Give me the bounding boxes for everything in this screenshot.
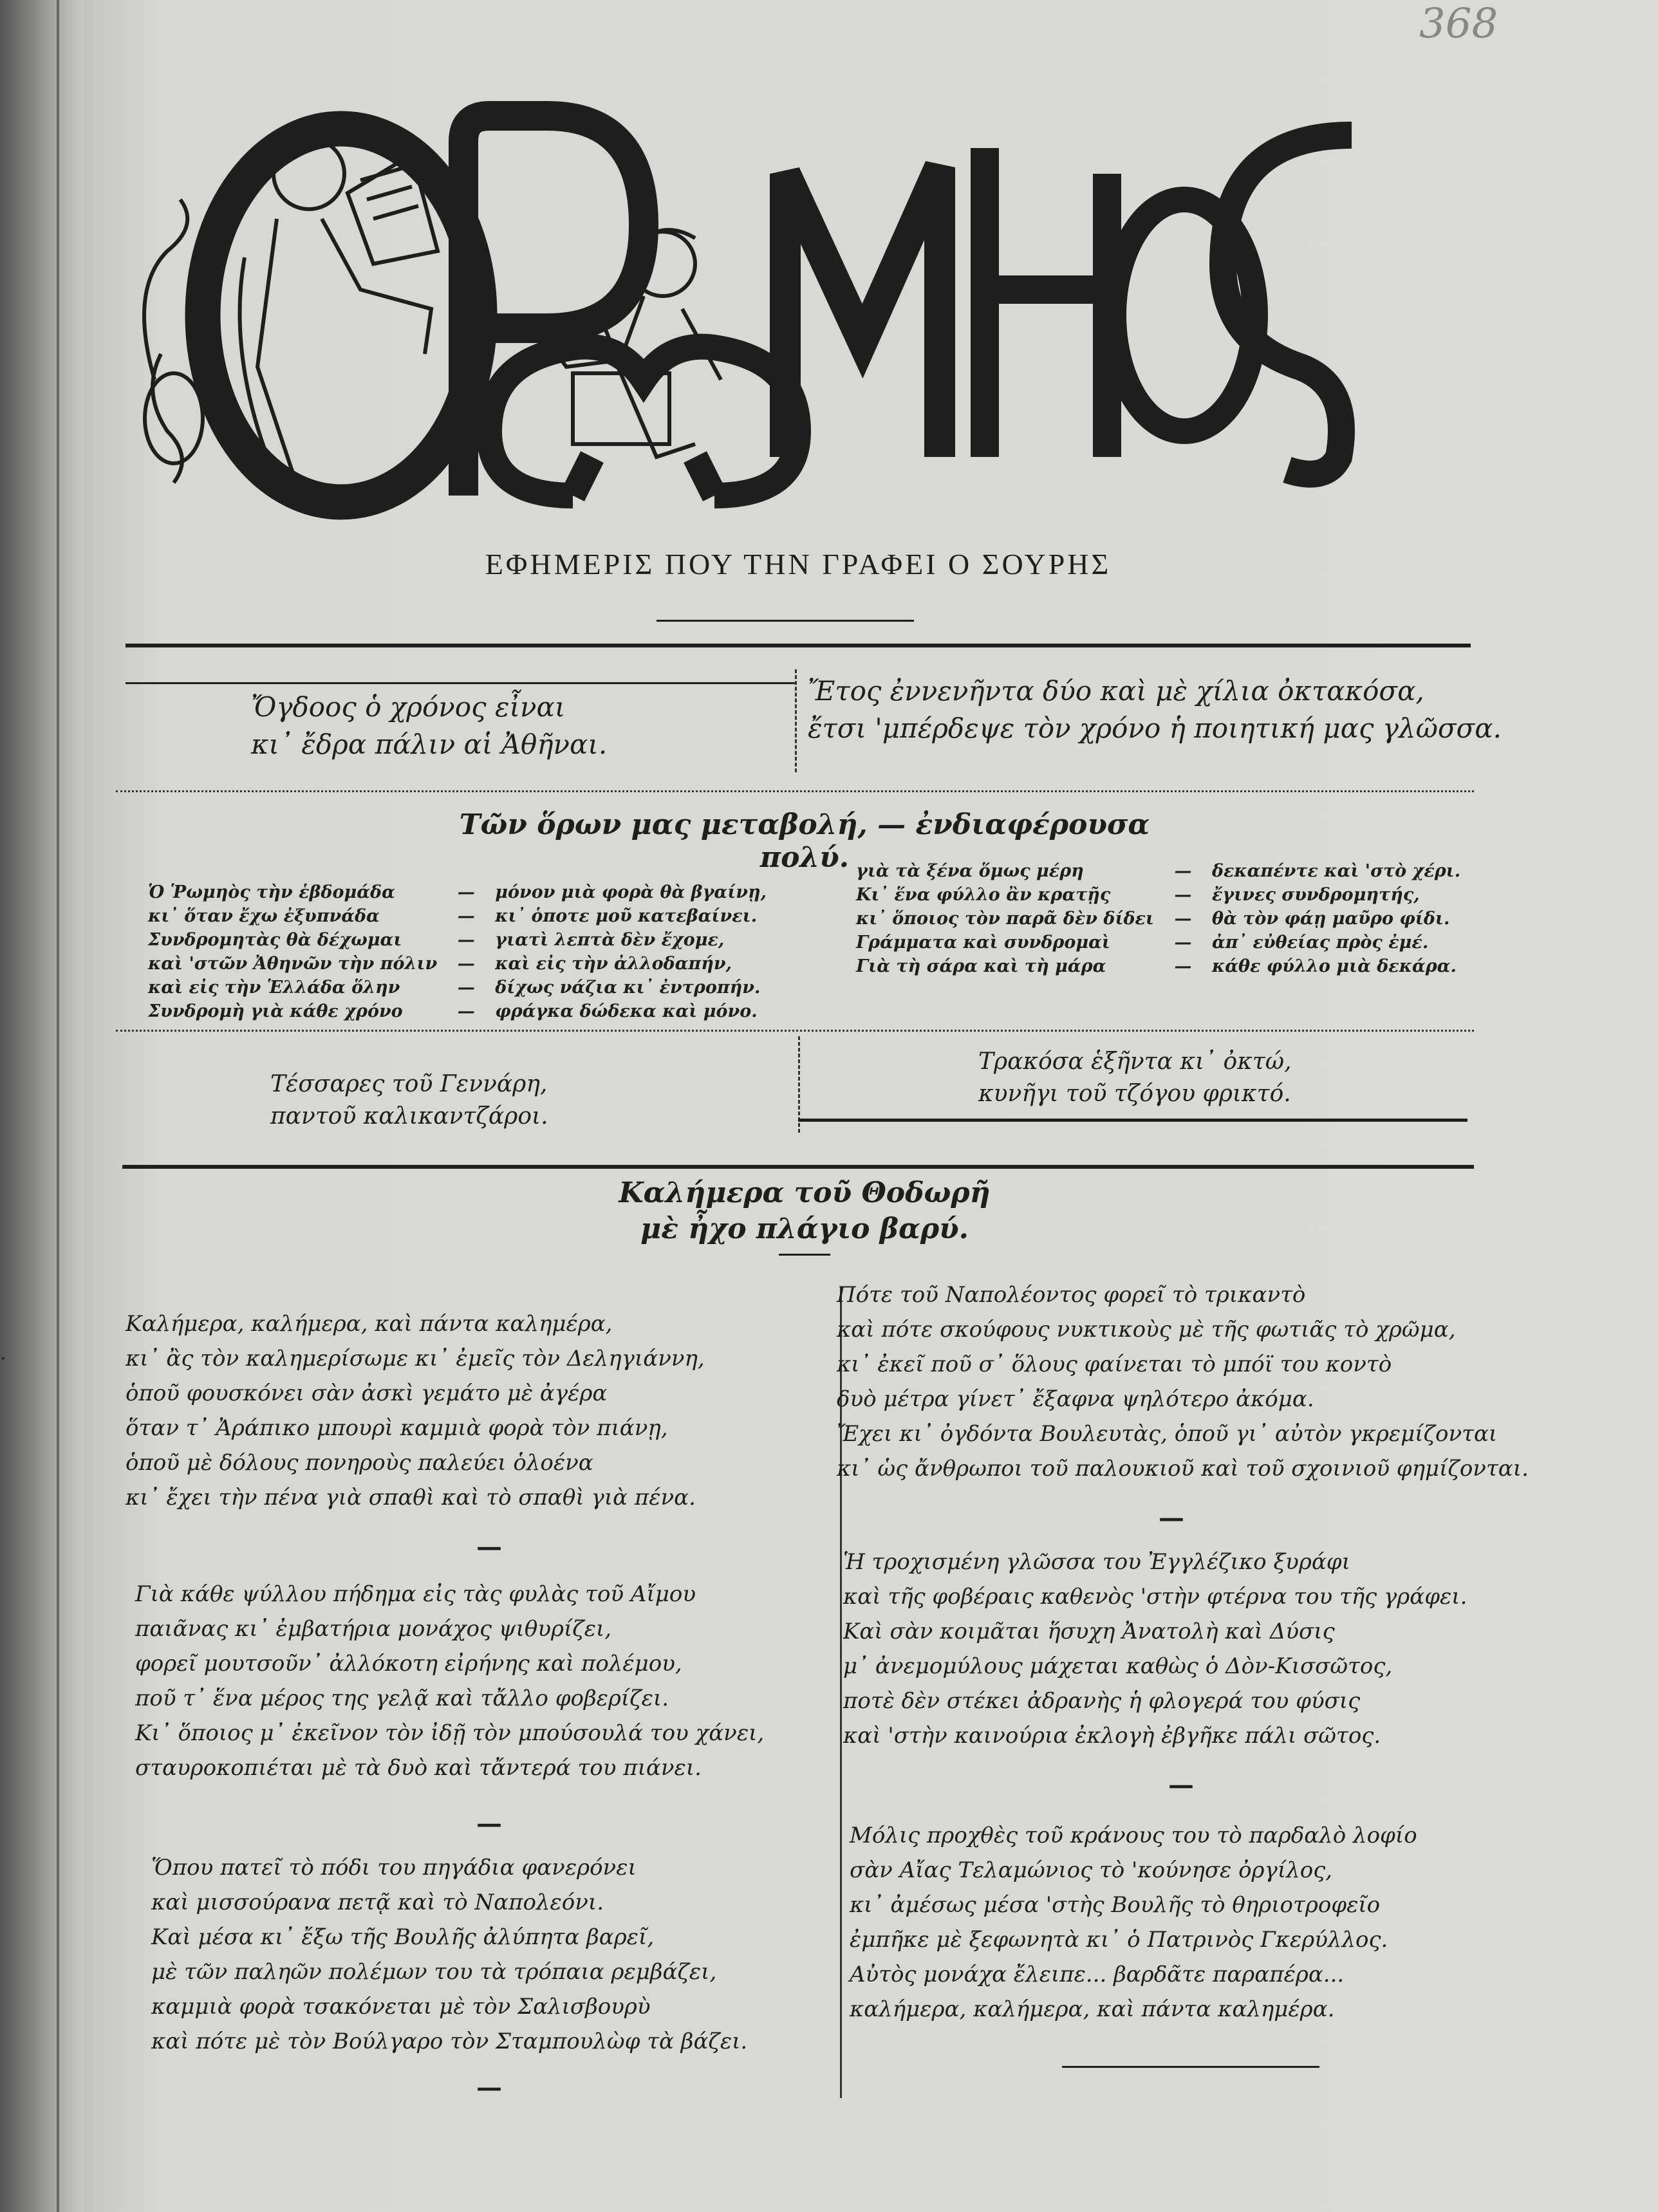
terms-dash: —	[1174, 933, 1192, 953]
verse-line: Κι᾿ ὅποιος μ᾿ ἐκεῖνον τὸν ἰδῇ τὸν μπούσουλά του χάνει,	[135, 1720, 765, 1746]
left-stanza-2	[135, 1577, 764, 1785]
verse-line: κι᾿ ὡς ἄνθρωποι τοῦ παλουκιοῦ καὶ τοῦ σχοινιοῦ φημίζονται.	[837, 1456, 1529, 1482]
verse-line: μ᾿ ἀνεμομύλους μάχεται καθὼς ὁ Δὸν-Κισσῶτος,	[843, 1653, 1393, 1679]
header-right-verse	[808, 673, 1502, 747]
verse-line: ποτὲ δὲν στέκει ἀδρανὴς ἡ φλογερά του φύσις	[843, 1688, 1361, 1714]
terms-cell: Συνδρομὴ γιὰ κάθε χρόνο	[148, 1001, 403, 1021]
terms-dash: —	[1174, 956, 1192, 976]
verse-line: κι᾿ ἂς τὸν καλημερίσωμε κι᾿ ἐμεῖς τὸν Δεληγιάννη,	[126, 1346, 705, 1371]
date-left-line-1: Τέσσαρες τοῦ Γεννάρη,	[270, 1071, 548, 1097]
verse-line: Γιὰ κάθε ψύλλου πήδημα εἰς τὰς φυλὰς τοῦ Αἴμου	[135, 1581, 696, 1607]
verse-line: δυὸ μέτρα γίνετ᾿ ἔξαφνα ψηλότερο ἀκόμα.	[837, 1386, 1314, 1412]
verse-line: Αὐτὸς μονάχα ἔλειπε... βαρδᾶτε παραπέρα...	[850, 1962, 1345, 1987]
verse-line: ἐμπῆκε μὲ ξεφωνητὰ κι᾿ ὁ Πατρινὸς Γκερύλλος.	[850, 1927, 1388, 1953]
page-number: 368	[1419, 0, 1498, 48]
terms-right-table	[850, 859, 1467, 978]
date-right-line-2: κυνῆγι τοῦ τζόγου φρικτό.	[978, 1081, 1291, 1107]
terms-cell: δεκαπέντε καὶ 'στὸ χέρι.	[1212, 861, 1461, 881]
terms-cell: κι᾿ ὅταν ἔχω ἐξυπνάδα	[148, 906, 380, 926]
header-divider	[795, 669, 797, 772]
header-right-line-1: Ἔτος ἐννενῆντα δύο καὶ μὲ χίλια ὀκτακόσα,	[808, 675, 1424, 707]
verse-line: ὁποῦ μὲ δόλους πονηροὺς παλεύει ὁλοένα	[126, 1450, 593, 1476]
poem-title	[515, 1175, 1094, 1247]
header-top-rule	[126, 644, 1471, 647]
date-right	[978, 1046, 1292, 1110]
verse-line: καὶ πότε σκούφους νυκτικοὺς μὲ τῆς φωτιᾶς τὸ χρῶμα,	[837, 1317, 1456, 1343]
terms-right-row	[850, 883, 1467, 907]
terms-left-row	[142, 952, 773, 976]
terms-dash: —	[1174, 885, 1192, 905]
verse-line: καὶ μισσούρανα πετᾷ καὶ τὸ Ναπολεόνι.	[151, 1890, 604, 1915]
verse-line: σταυροκοπιέται μὲ τὰ δυὸ καὶ τἄντερά του πιάνει.	[135, 1755, 702, 1781]
header-left-line-2: κι᾿ ἔδρα πάλιν αἱ Ἀθῆναι.	[251, 729, 608, 760]
stanza-separator: —	[476, 2072, 502, 2103]
verse-line: ποῦ τ᾿ ἕνα μέρος της γελᾷ καὶ τἄλλο φοβερίζει.	[135, 1686, 669, 1711]
verse-line: σὰν Αἴας Τελαμώνιος τὸ 'κούνησε ὀργίλος,	[850, 1857, 1333, 1883]
terms-dash: —	[457, 882, 475, 902]
terms-cell: Γιὰ τὴ σάρα καὶ τὴ μάρα	[856, 956, 1106, 976]
section-rule	[122, 1165, 1474, 1169]
terms-cell: Ὁ Ῥωμηὸς τὴν ἑβδομάδα	[148, 882, 395, 902]
verse-line: κι᾿ ἀμέσως μέσα 'στὴς Βουλῆς τὸ θηριοτροφεῖο	[850, 1892, 1381, 1918]
header-right-line-2: ἔτσι 'μπέρδεψε τὸν χρόνο ἡ ποιητική μας γλῶσσα.	[808, 712, 1502, 744]
verse-line: καλήμερα, καλήμερα, καὶ πάντα καλημέρα.	[850, 1996, 1335, 2022]
terms-left-row	[142, 928, 773, 952]
terms-left-row	[142, 880, 773, 904]
poem-title-line-2: μὲ ἦχο πλάγιο βαρύ.	[640, 1213, 969, 1245]
verse-line: καὶ 'στὴν καινούρια ἐκλογὴ ἐβγῆκε πάλι σῶτος.	[843, 1723, 1381, 1749]
terms-cell: δίχως νάζια κι᾿ ἐντροπήν.	[495, 978, 761, 998]
terms-right-row	[850, 907, 1467, 931]
verse-line: κι᾿ ἐκεῖ ποῦ σ᾿ ὅλους φαίνεται τὸ μπόϊ του κοντὸ	[837, 1352, 1392, 1377]
verse-line: καὶ πότε μὲ τὸν Βούλγαρο τὸν Σταμπουλὼφ τὰ βάζει.	[151, 2029, 748, 2054]
verse-line: μὲ τῶν παληῶν πολέμων του τὰ τρόπαια ρεμβάζει,	[151, 1959, 717, 1985]
terms-dash: —	[1174, 861, 1192, 881]
terms-dash: —	[457, 906, 475, 926]
verse-line: κι᾿ ἔχει τὴν πένα γιὰ σπαθὶ καὶ τὸ σπαθὶ γιὰ πένα.	[126, 1485, 696, 1510]
date-left-line-2: παντοῦ καλικαντζάροι.	[270, 1103, 548, 1129]
terms-cell: μόνον μιὰ φορὰ θὰ βγαίνῃ,	[495, 882, 767, 902]
spine-edge	[57, 0, 59, 2212]
date-left	[270, 1068, 548, 1133]
terms-cell: ἔγινες συνδρομητής,	[1212, 885, 1420, 905]
date-right-line-1: Τρακόσα ἑξῆντα κι᾿ ὀκτώ,	[978, 1048, 1292, 1075]
verse-line: Μόλις προχθὲς τοῦ κράνους του τὸ παρδαλὸ λοφίο	[850, 1823, 1417, 1848]
verse-line: παιᾶνας κι᾿ ἐμβατήρια μονάχος ψιθυρίζει,	[135, 1616, 612, 1642]
terms-cell: γιατὶ λεπτὰ δὲν ἔχομε,	[495, 930, 725, 950]
poem-title-line-1: Καλήμερα τοῦ Θοδωρῆ	[619, 1176, 991, 1209]
verse-line: Καὶ μέσα κι᾿ ἔξω τῆς Βουλῆς ἀλύπητα βαρεῖ,	[151, 1924, 655, 1950]
terms-cell: Κι᾿ ἕνα φύλλο ἂν κρατῇς	[856, 885, 1111, 905]
verse-line: καὶ τῆς φοβέραις καθενὸς 'στὴν φτέρνα του τῆς γράφει.	[843, 1584, 1467, 1610]
terms-right-row	[850, 931, 1467, 954]
date-right-rule	[798, 1119, 1467, 1122]
terms-cell: κι᾿ ὁποτε μοῦ κατεβαίνει.	[495, 906, 758, 926]
terms-left-row	[142, 999, 773, 1023]
header-left-verse	[251, 689, 607, 763]
newspaper-subtitle: ΕΦΗΜΕΡΙΣ ΠΟΥ ΤΗΝ ΓΡΑΦΕΙ Ο ΣΟΥΡΗΣ	[485, 548, 1112, 581]
terms-title: Τῶν ὅρων μας μεταβολή, — ἐνδιαφέρουσα πολύ.	[459, 808, 1150, 874]
terms-right-row	[850, 954, 1467, 978]
verse-line: Ὅπου πατεῖ τὸ πόδι του πηγάδια φανερόνει	[151, 1855, 637, 1881]
terms-cell: καὶ 'στῶν Ἀθηνῶν τὴν πόλιν	[148, 954, 438, 974]
verse-line: Καὶ σὰν κοιμᾶται ἥσυχη Ἀνατολὴ καὶ Δύσις	[843, 1619, 1335, 1644]
verse-line: Πότε τοῦ Ναπολέοντος φορεῖ τὸ τρικαντὸ	[837, 1282, 1306, 1308]
terms-cell: Γράμματα καὶ συνδρομαὶ	[856, 933, 1110, 953]
end-ornament-rule	[1062, 2066, 1319, 2068]
terms-cell: Συνδρομητὰς θὰ δέχωμαι	[148, 930, 402, 950]
terms-bottom-rule	[116, 1030, 1474, 1032]
verse-line: Καλήμερα, καλήμερα, καὶ πάντα καλημέρα,	[126, 1311, 613, 1337]
poem-title-rule	[779, 1254, 830, 1256]
terms-cell: κι᾿ ὅποιος τὸν παρᾶ δὲν δίδει	[856, 909, 1154, 929]
verse-line: ὁποῦ φουσκόνει σὰν ἀσκὶ γεμάτο μὲ ἀγέρα	[126, 1380, 608, 1406]
terms-left-table	[142, 880, 773, 1023]
terms-cell: φράγκα δώδεκα καὶ μόνο.	[495, 1001, 758, 1021]
terms-right-row	[850, 859, 1467, 883]
margin-mark: .	[0, 1342, 6, 1364]
terms-cell: γιὰ τὰ ξένα ὅμως μέρη	[856, 861, 1084, 881]
header-left-line-1: Ὄγδοος ὁ χρόνος εἶναι	[251, 691, 566, 723]
verse-line: καμμιὰ φορὰ τσακόνεται μὲ τὸν Σαλισβουρὺ	[151, 1994, 651, 2020]
terms-dash: —	[457, 930, 475, 950]
terms-cell: ἀπ᾿ εὐθείας πρὸς ἐμέ.	[1212, 933, 1429, 953]
terms-left-row	[142, 976, 773, 999]
terms-cell: καὶ εἰς τὴν ἀλλοδαπήν,	[495, 954, 732, 974]
left-stanza-1	[126, 1306, 705, 1515]
left-stanza-3	[151, 1850, 747, 2059]
verse-line: φορεῖ μουτσοῦν᾿ ἀλλόκοτη εἰρήνης καὶ πολέμου,	[135, 1651, 682, 1677]
terms-left-row	[142, 904, 773, 928]
stanza-separator: —	[1159, 1503, 1184, 1533]
terms-dash: —	[457, 978, 475, 998]
stanza-separator: —	[476, 1532, 502, 1562]
right-stanza-2	[843, 1545, 1467, 1753]
terms-dash: —	[1174, 909, 1192, 929]
stanza-separator: —	[1168, 1770, 1194, 1800]
stanza-separator: —	[476, 1808, 502, 1839]
masthead-logo	[129, 97, 1403, 521]
verse-line: ὅταν τ᾿ Ἀράπικο μπουρὶ καμμιὰ φορὰ τὸν πιάνῃ,	[126, 1415, 668, 1441]
book-spine	[0, 0, 84, 2212]
header-bottom-rule	[116, 790, 1474, 792]
verse-line: Ἔχει κι᾿ ὀγδόντα Βουλευτὰς, ὁποῦ γι᾿ αὐτὸν γκρεμίζονται	[837, 1421, 1498, 1447]
terms-cell: κάθε φύλλο μιὰ δεκάρα.	[1212, 956, 1457, 976]
terms-dash: —	[457, 1001, 475, 1021]
right-stanza-1	[837, 1278, 1529, 1486]
header-left-rule	[126, 682, 795, 684]
verse-line: Ἡ τροχισμένη γλῶσσα του Ἐγγλέζικο ξυράφι	[843, 1549, 1350, 1575]
right-stanza-3	[850, 1818, 1417, 2027]
terms-cell: καὶ εἰς τὴν Ἑλλάδα ὅλην	[148, 978, 400, 998]
terms-cell: θὰ τὸν φάῃ μαῦρο φίδι.	[1212, 909, 1450, 929]
terms-dash: —	[457, 954, 475, 974]
subtitle-ornament-rule	[657, 620, 914, 622]
